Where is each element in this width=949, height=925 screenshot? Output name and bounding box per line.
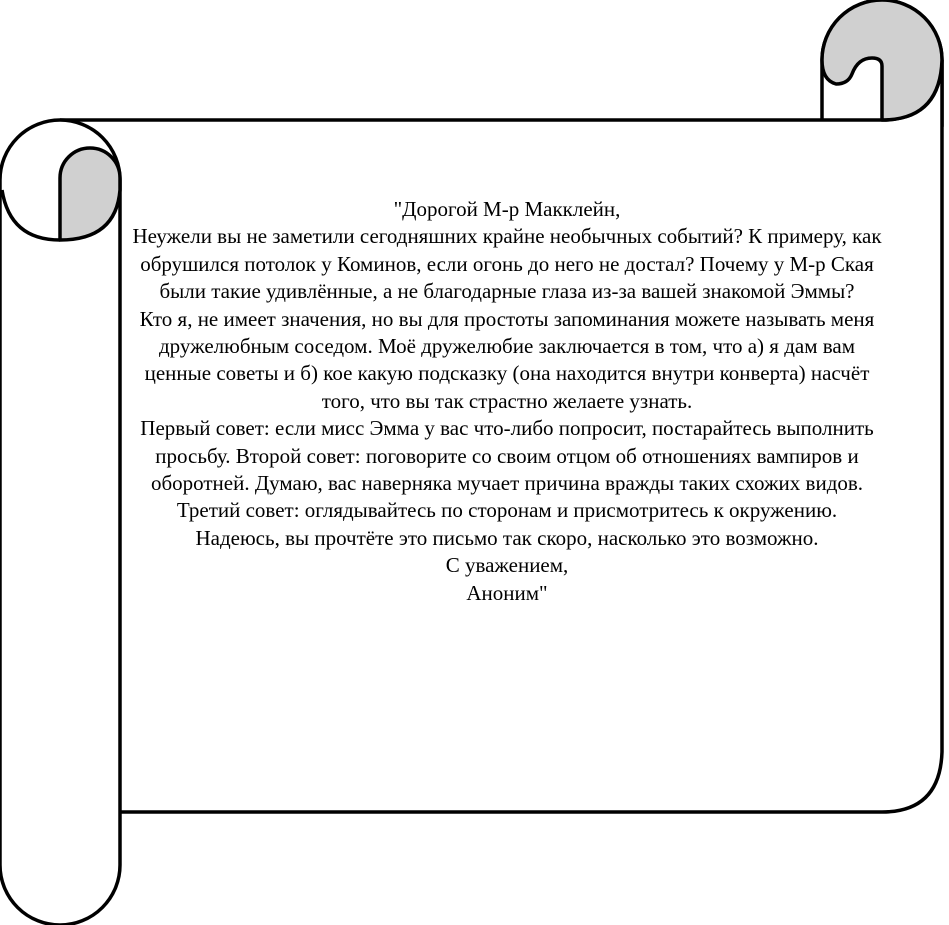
letter-paragraph: Первый совет: если мисс Эмма у вас что-либо попросит, постарайтесь выполнить просьбу. Второй совет: поговорите со своим отцом об отношениях вампиров и оборотней. Думаю, вас наверняка мучает причина вражды таких схожих видов. <box>140 416 874 496</box>
letter-greeting: "Дорогой М-р Макклейн, <box>393 197 621 221</box>
letter-paragraph: Надеюсь, вы прочтёте это письмо так скоро, насколько это возможно. <box>195 525 819 550</box>
letter-text <box>128 196 886 607</box>
letter-paragraph: Кто я, не имеет значения, но вы для простоты запоминания можете называть меня дружелюбным соседом. Моё дружелюбие заключается в том, что а) я дам вам ценные советы и б) кое какую подсказку (она находится внутри конверта) насчёт того, что вы так страстно желаете узнать. <box>139 306 875 413</box>
letter-signature: Аноним" <box>466 580 548 605</box>
letter-closing: С уважением, <box>445 553 569 578</box>
letter-paragraph: Третий совет: оглядывайтесь по сторонам и присмотритесь к окружению. <box>176 498 838 523</box>
letter-paragraph: Неужели вы не заметили сегодняшних крайне необычных событий? К примеру, как обрушился потолок у Коминов, если огонь до него не достал? Почему у М-р Ская были такие удивлённые, а не благодарные глаза из-за вашей знакомой Эммы? <box>132 224 882 304</box>
